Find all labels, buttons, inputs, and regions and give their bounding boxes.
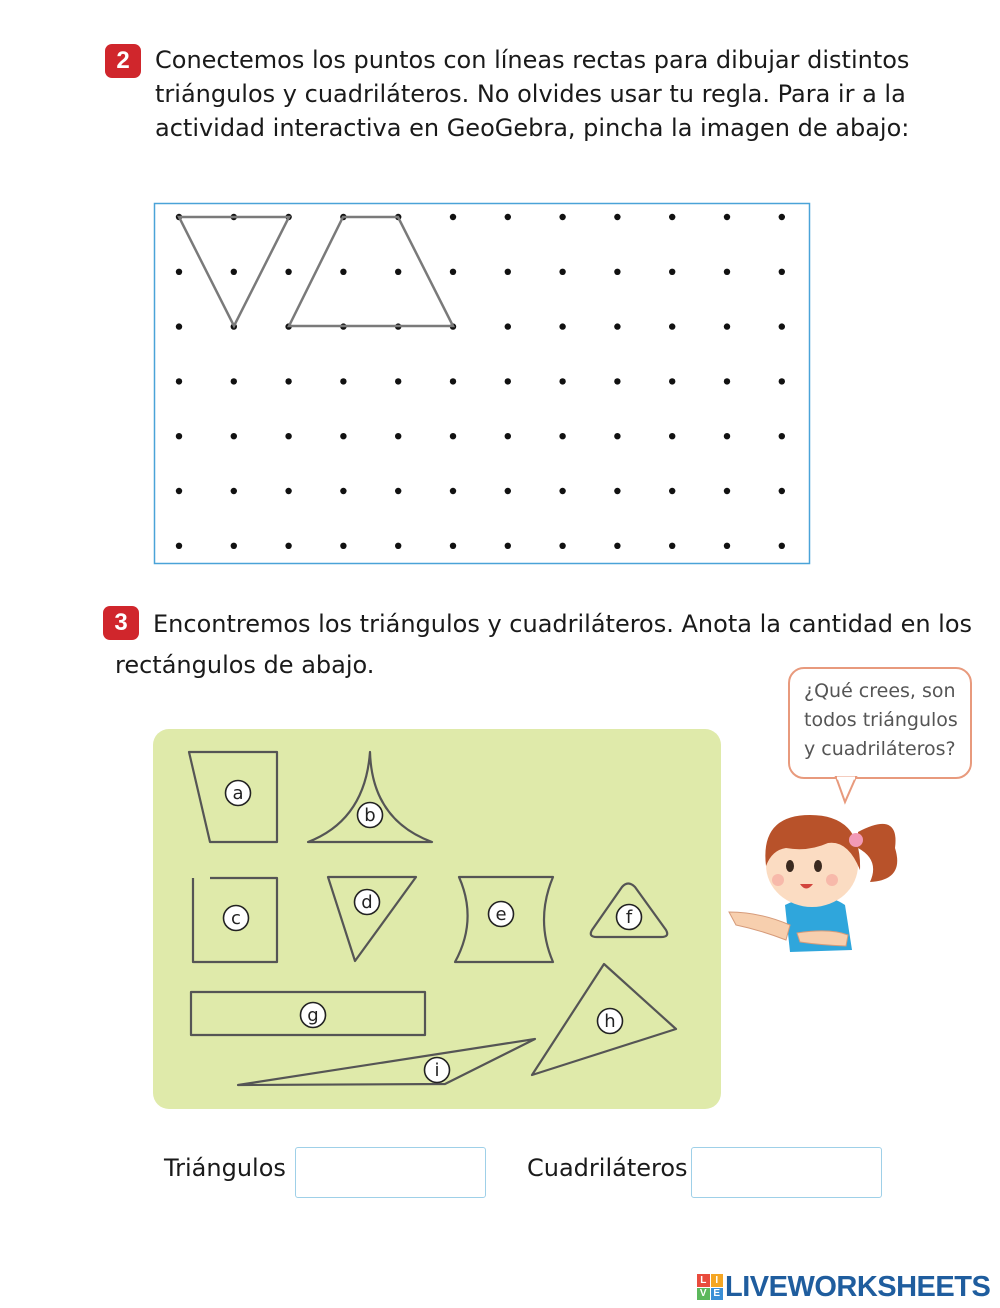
- shape-label-text: b: [364, 805, 376, 826]
- shape-label-b: [358, 803, 383, 828]
- instruction-line: rectángulos de abajo.: [115, 651, 375, 679]
- shape-label-f: [617, 905, 642, 930]
- hair-clip: [849, 833, 863, 847]
- shape-label-a: [226, 781, 251, 806]
- exercise-2-number: 2: [105, 44, 141, 78]
- girl-ponytail: [858, 824, 897, 882]
- shape-label-d: [355, 890, 380, 915]
- girl-cheek: [826, 874, 838, 886]
- logo-letter: L: [697, 1274, 710, 1287]
- triangles-label: Triángulos: [164, 1154, 286, 1182]
- girl-illustration: [729, 815, 897, 952]
- logo-letter: V: [697, 1288, 710, 1301]
- shape-label-text: g: [307, 1005, 319, 1026]
- girl-cheek: [772, 874, 784, 886]
- instruction-line: Encontremos los triángulos y cuadriláteros. Anota la cantidad en los: [153, 610, 973, 638]
- quadrilaterals-label: Cuadriláteros: [527, 1154, 688, 1182]
- shape-label-text: e: [495, 904, 507, 925]
- brand-name: LIVEWORKSHEETS: [725, 1270, 991, 1303]
- shape-label-c: [224, 906, 249, 931]
- liveworksheets-logo[interactable]: [697, 1272, 990, 1302]
- shape-label-text: d: [361, 892, 373, 913]
- shape-label-i: [425, 1058, 450, 1083]
- girl-eye-left: [786, 860, 794, 872]
- shape-label-g: [301, 1003, 326, 1028]
- brand-logo-icon: [697, 1274, 723, 1300]
- shape-label-text: i: [434, 1060, 440, 1081]
- shape-label-text: a: [232, 783, 244, 804]
- instruction-line: triángulos y cuadriláteros. No olvides usar tu regla. Para ir a la: [155, 80, 906, 108]
- triangles-answer-input[interactable]: [295, 1147, 486, 1198]
- logo-letter: E: [711, 1288, 724, 1301]
- speech-line: todos triángulos: [804, 709, 958, 731]
- speech-bubble-tail: [836, 777, 856, 802]
- shape-label-h: [598, 1009, 623, 1034]
- logo-letter: I: [711, 1274, 724, 1287]
- instruction-line: actividad interactiva en GeoGebra, pincha la imagen de abajo:: [155, 114, 910, 142]
- shape-label-text: f: [625, 907, 633, 928]
- instruction-line: Conectemos los puntos con líneas rectas para dibujar distintos: [155, 46, 910, 74]
- quadrilaterals-answer-input[interactable]: [691, 1147, 882, 1198]
- girl-eye-right: [814, 860, 822, 872]
- shape-label-text: h: [604, 1011, 616, 1032]
- shape-label-e: [489, 902, 514, 927]
- shape-label-text: c: [231, 908, 241, 929]
- speech-line: ¿Qué crees, son: [804, 680, 956, 702]
- speech-line: y cuadriláteros?: [804, 738, 956, 760]
- girl-arm-left: [729, 912, 790, 940]
- exercise-3-number: 3: [103, 606, 139, 640]
